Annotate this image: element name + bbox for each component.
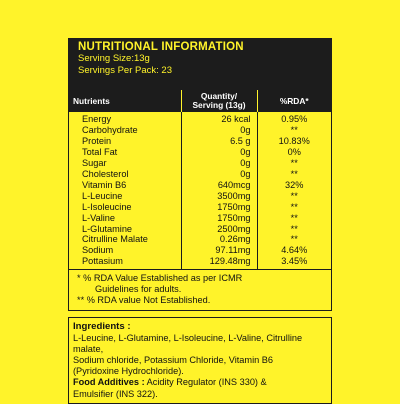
nutrition-title: NUTRITIONAL INFORMATION: [78, 40, 244, 54]
column-header-rda: %RDA*: [257, 90, 331, 112]
nutrient-name: Sugar: [82, 157, 107, 168]
nutrient-rda: **: [257, 202, 331, 213]
nutrient-quantity: 0g: [181, 158, 257, 169]
table-row: [69, 213, 331, 224]
food-additives-line-1: Acidity Regulator (INS 330) &: [144, 377, 267, 388]
table-row: [69, 158, 331, 169]
nutrient-rda: **: [257, 125, 331, 136]
nutrient-quantity: 97.11mg: [181, 245, 257, 256]
nutrient-rda: 0.95%: [257, 112, 331, 125]
nutrient-name: L-Isoleucine: [82, 201, 132, 212]
rda-note-2: Guidelines for adults.: [95, 284, 182, 295]
nutrient-name: Citrulline Malate: [82, 234, 148, 245]
nutrient-quantity: 640mcg: [181, 180, 257, 191]
nutrient-rda: 32%: [257, 180, 331, 191]
food-additives: [73, 377, 327, 388]
table-row: [69, 245, 331, 256]
table-row: [69, 112, 331, 125]
nutrient-quantity: 0g: [181, 169, 257, 180]
table-header-row: [69, 90, 331, 112]
table-row: [69, 256, 331, 269]
nutrition-panel: [68, 38, 332, 404]
nutrient-name: Sodium: [82, 245, 114, 256]
rda-note-3: ** % RDA value Not Established.: [77, 295, 211, 306]
nutrient-rda: **: [257, 158, 331, 169]
ingredients-heading: Ingredients :: [73, 321, 131, 333]
nutrition-header: [68, 38, 332, 90]
table-row: [69, 234, 331, 245]
nutrient-name: Energy: [82, 114, 112, 124]
nutrient-rda: **: [257, 224, 331, 235]
rda-note-1: * % RDA Value Established as per ICMR: [77, 273, 243, 284]
nutrient-rda: **: [257, 191, 331, 202]
nutrient-rda: **: [257, 213, 331, 224]
ingredients-box: [68, 317, 332, 403]
nutrient-quantity: 0.26mg: [181, 234, 257, 245]
nutrient-name: Cholesterol: [82, 168, 129, 179]
table-row: [69, 136, 331, 147]
table-row: [69, 191, 331, 202]
nutrient-quantity: 2500mg: [181, 224, 257, 235]
nutrient-quantity: 26 kcal: [181, 112, 257, 125]
nutrient-rda: 4.64%: [257, 245, 331, 256]
food-additives-line-2: Emulsifier (INS 322).: [73, 388, 158, 399]
serving-size: Serving Size:13g: [78, 53, 150, 64]
nutrient-quantity: 6.5 g: [181, 136, 257, 147]
nutrient-name: Pottasium: [82, 256, 123, 267]
nutrient-quantity: 0g: [181, 125, 257, 136]
nutrient-rda: 3.45%: [257, 256, 331, 269]
table-row: [69, 224, 331, 235]
rda-notes: [69, 269, 331, 310]
nutrient-quantity: 1750mg: [181, 213, 257, 224]
nutrient-rda: **: [257, 169, 331, 180]
nutrient-name: L-Glutamine: [82, 223, 133, 234]
food-additives-label: Food Additives :: [73, 377, 145, 388]
nutrient-name: Protein: [82, 135, 112, 146]
nutrient-name: Total Fat: [82, 146, 118, 157]
nutrient-name: Carbohydrate: [82, 124, 138, 135]
column-header-quantity: Quantity/ Serving (13g): [181, 90, 257, 112]
ingredients-line-1: L-Leucine, L-Glutamine, L-Isoleucine, L-Valine, Citrulline malate,: [73, 332, 303, 354]
table-row: [69, 125, 331, 136]
nutrition-table-wrap: [68, 90, 332, 311]
nutrient-quantity: 3500mg: [181, 191, 257, 202]
table-row: [69, 180, 331, 191]
nutrient-name: L-Leucine: [82, 190, 123, 201]
nutrient-rda: **: [257, 234, 331, 245]
nutrition-table: [69, 90, 331, 269]
nutrient-rda: 10.83%: [257, 136, 331, 147]
table-row: [69, 202, 331, 213]
table-row: [69, 169, 331, 180]
column-header-nutrients: Nutrients: [69, 90, 181, 112]
nutrient-quantity: 129.48mg: [181, 256, 257, 269]
ingredients-line-2: Sodium chloride, Potassium Chloride, Vitamin B6: [73, 354, 274, 365]
servings-per-pack: Servings Per Pack: 23: [78, 65, 172, 76]
nutrient-rda: 0%: [257, 147, 331, 158]
nutrient-quantity: 0g: [181, 147, 257, 158]
nutrient-name: Vitamin B6: [82, 179, 127, 190]
ingredients-line-3: (Pyridoxine Hydrochloride).: [73, 366, 184, 377]
nutrient-name: L-Valine: [82, 212, 116, 223]
nutrient-quantity: 1750mg: [181, 202, 257, 213]
table-row: [69, 147, 331, 158]
